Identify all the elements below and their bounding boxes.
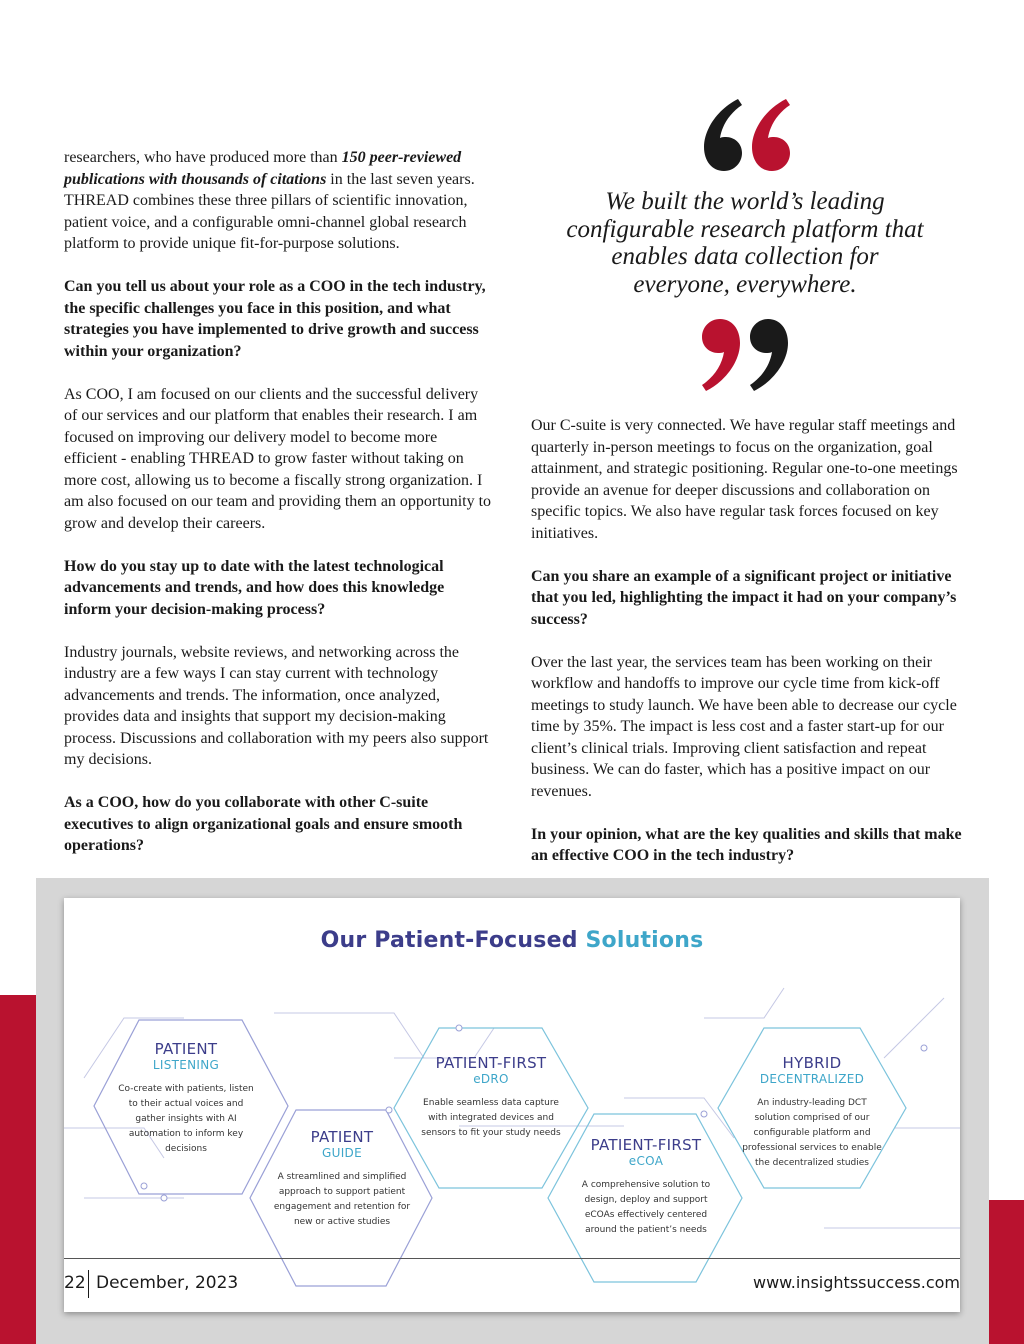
solution-description: Co-create with patients, listen to their actual voices and gather insights with AI automation to inform key decisions	[118, 1084, 254, 1154]
solution-heading: PATIENT	[154, 1040, 218, 1058]
solution-heading: HYBRID	[782, 1054, 842, 1072]
solution-description: A streamlined and simplified approach to support patient engagement and retention for new or active studies	[273, 1172, 411, 1227]
text: researchers, who have produced more than	[64, 149, 342, 166]
title-part-navy: Our Patient-Focused	[320, 928, 586, 953]
infographic-title	[64, 928, 960, 953]
question-qualities: In your opinion, what are the key qualities and skills that make an effective COO in the tech industry?	[531, 825, 962, 864]
paragraph-intro	[64, 147, 494, 255]
solution-hybrid-decentralized	[740, 1054, 884, 1171]
footer-separator	[88, 1270, 89, 1298]
solution-subheading: DECENTRALIZED	[759, 1072, 865, 1086]
answer-trends: Industry journals, website reviews, and networking across the industry are a few ways I can stay current with technology advancements and trends. The information, once analyzed, provides data and insights that support my decision-making process. Discussions and collaboration with my peers also support my decisions.	[64, 643, 489, 768]
text: in the last seven years. THREAD combines these three pillars of scientific innovation, patient voice, and a configurable omni-channel global research platform to provide unique fit-for-purpose solutions.	[64, 170, 475, 252]
open-quote-icon	[700, 95, 792, 175]
solution-description: A comprehensive solution to design, deploy and support eCOAs effectively centered around the patient’s needs	[581, 1180, 711, 1235]
footer-divider	[64, 1258, 960, 1259]
answer-project: Over the last year, the services team has been working on their workflow and handoffs to improve our cycle time from kick-off meetings to study launch. We have been able to decrease our cycle time by 35%. The impact is less cost and a faster start-up for our client’s clinical trials. Improving client satisfaction and repeat business. We can do faster, which has a positive impact on our revenues.	[531, 653, 957, 800]
solution-patient-guide	[272, 1128, 412, 1230]
solution-subheading: eCOA	[628, 1154, 664, 1168]
question-role: Can you tell us about your role as a COO in the tech industry, the specific challenges you face in this position, and what strategies you have implemented to drive growth and success within your organization?	[64, 278, 486, 360]
question-trends: How do you stay up to date with the latest technological advancements and trends, and how does this knowledge inform your decision-making process?	[64, 557, 445, 618]
title-part-teal: Solutions	[585, 928, 704, 953]
solutions-infographic	[64, 898, 960, 1312]
solution-description: Enable seamless data capture with integrated devices and sensors to fit your study needs	[421, 1098, 561, 1138]
article-left-column	[64, 147, 494, 878]
solution-patient-listening	[116, 1040, 256, 1157]
solution-subheading: LISTENING	[152, 1058, 220, 1072]
website-url: www.insightssuccess.com	[753, 1273, 960, 1292]
question-project: Can you share an example of a significant project or initiative that you led, highlighting the impact it had on your company’s success?	[531, 567, 957, 628]
question-collaboration: As a COO, how do you collaborate with other C-suite executives to align organizational goals and ensure smooth operations?	[64, 794, 463, 854]
solution-patient-first-ecoa	[576, 1136, 716, 1238]
highlight-text: 150 peer-reviewed publications with thousands of citations	[64, 149, 462, 188]
answer-role: As COO, I am focused on our clients and the successful delivery of our services and our platform that enables their research. I am focused on improving our delivery model to become more efficient - enabling THREAD to grow faster without taking on more cost, allowing us to become a fiscally strong organization. I am also focused on our team and providing them an opportunity to grow and develop their careers.	[64, 385, 492, 532]
solution-subheading: eDRO	[473, 1072, 509, 1086]
solution-heading: PATIENT-FIRST	[590, 1136, 702, 1154]
solution-subheading: GUIDE	[322, 1146, 362, 1160]
solution-patient-first-edro	[420, 1054, 562, 1141]
solution-description: An industry-leading DCT solution comprised of our configurable platform and professional services to enable the decentralized studies	[742, 1098, 882, 1168]
red-accent-shape-left	[0, 995, 40, 1344]
article-right-column	[531, 415, 963, 888]
close-quote-icon	[700, 315, 792, 395]
pull-quote: We built the world’s leading configurable research platform that enables data collection for everyone, everywhere.	[566, 188, 924, 298]
issue-date: December, 2023	[96, 1273, 239, 1293]
solution-heading: PATIENT	[310, 1128, 374, 1146]
solution-heading: PATIENT-FIRST	[435, 1054, 547, 1072]
answer-collaboration: Our C-suite is very connected. We have regular staff meetings and quarterly in-person meetings to focus on the organization, goal attainment, and strategic positioning. Regular one-to-one meetings provide an avenue for deeper discussions and collaboration on specific topics. We also have regular task forces focused on key initiatives.	[531, 417, 958, 542]
page-number: 22	[64, 1273, 86, 1293]
